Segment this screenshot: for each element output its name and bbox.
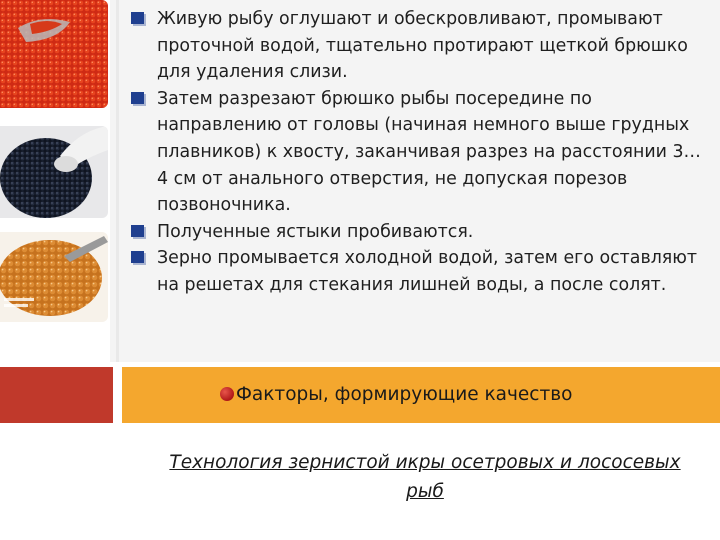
slide-subtitle: Технология зернистой икры осетровых и лососевых рыб [169,452,681,502]
bullet-item [130,219,710,246]
bullet-item [130,86,710,219]
red-accent-block [0,367,113,423]
factors-label: Факторы, формирующие качество [236,384,573,405]
checkbox-bullet-icon [131,251,146,265]
vertical-divider [116,0,119,362]
checkbox-bullet-icon [131,92,146,106]
bullet-item [130,245,710,298]
black-caviar-photo [0,126,108,218]
bullet-item [130,6,710,86]
bullet-text: Зерно промывается холодной водой, затем его оставляют на решетах для стекания лишней воды, а после солят. [157,248,698,295]
bullet-text: Затем разрезают брюшко рыбы посередине по направлению от головы (начиная немного выше грудных плавников) к хвосту, заканчивая разрез на расстоянии 3…4 см от анального отверстия, не допуская порезов позвоночника. [157,88,701,216]
bullet-text: Полученные ястыки пробиваются. [157,221,474,242]
bullet-list [130,6,710,299]
checkbox-bullet-icon [131,12,146,26]
pike-caviar-photo [0,232,108,322]
red-caviar-photo [0,0,108,108]
bullet-text: Живую рыбу оглушают и обескровливают, промывают проточной водой, тщательно протирают щеткой брюшко для удаления слизи. [157,9,688,83]
checkbox-bullet-icon [131,225,146,239]
factors-banner[interactable] [122,367,720,423]
red-dot-icon [220,387,234,401]
